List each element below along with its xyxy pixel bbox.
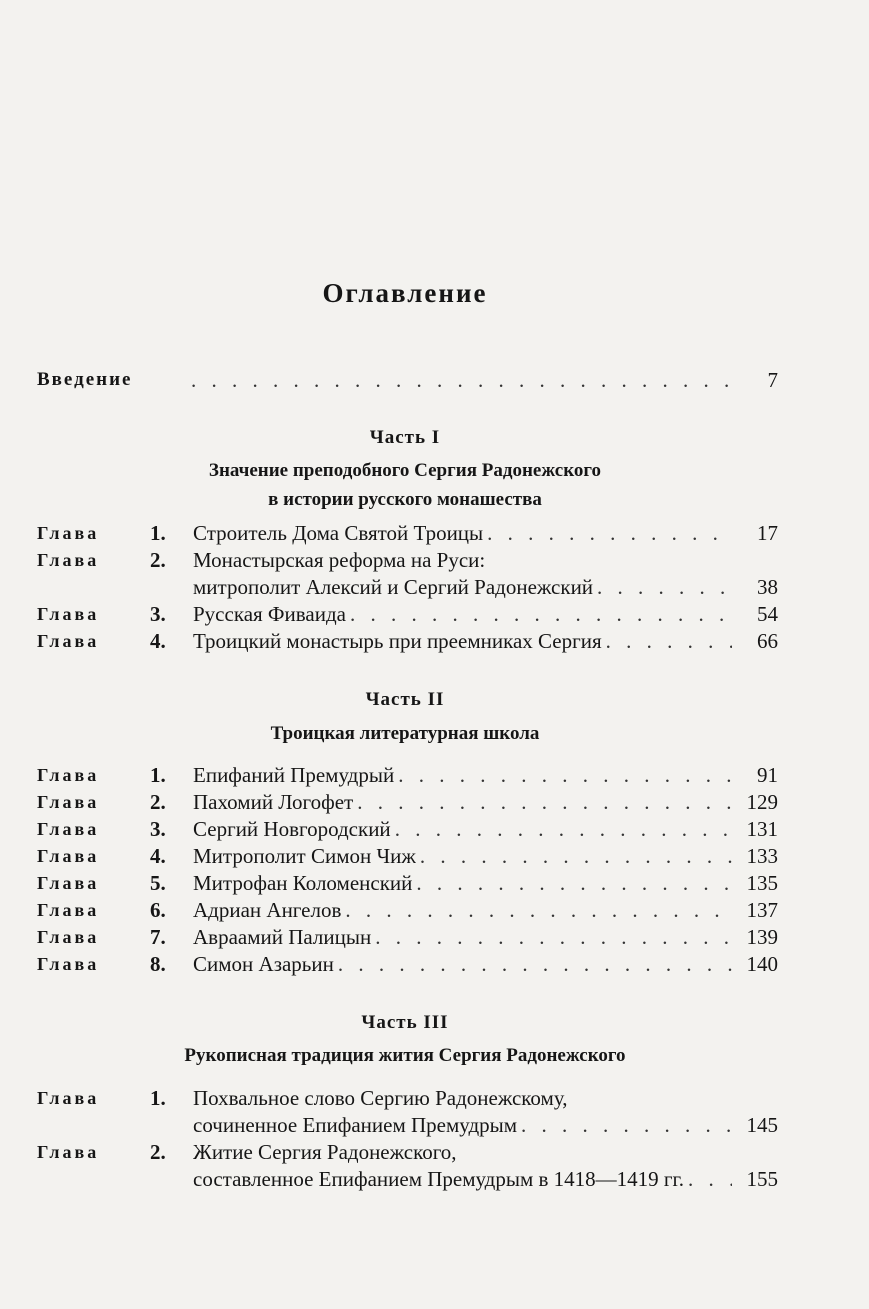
leader-dots <box>345 896 732 924</box>
chapter-label: Глава <box>37 927 100 947</box>
leader-dots <box>420 842 732 870</box>
page-number: 137 <box>746 898 778 922</box>
leader-dots <box>606 627 732 655</box>
leader-dots <box>398 761 732 789</box>
chapter-title: Монастырская реформа на Руси: <box>193 548 486 572</box>
leader-dots <box>350 600 732 628</box>
page-number: 155 <box>746 1167 778 1191</box>
chapter-label: Глава <box>37 550 100 570</box>
leader-dots <box>597 573 732 601</box>
page-number: 139 <box>746 925 778 949</box>
chapter-title: Похвальное слово Сергию Радонежскому, <box>193 1086 568 1110</box>
chapter-number: 4. <box>150 844 166 868</box>
page-number: 131 <box>746 817 778 841</box>
chapter-label: Глава <box>37 604 100 624</box>
chapter-number: 3. <box>150 817 166 841</box>
leader-dots <box>521 1111 732 1139</box>
part-3-label: Часть III <box>361 1012 449 1033</box>
chapter-title: Симон Азарьин <box>193 952 334 976</box>
chapter-title: Строитель Дома Святой Троицы <box>193 521 484 545</box>
part-1-label: Часть I <box>369 427 441 448</box>
chapter-number: 4. <box>150 629 166 653</box>
chapter-title-line2: сочиненное Епифанием Премудрым <box>193 1113 518 1137</box>
leader-dots <box>357 788 732 816</box>
chapter-title: Митрополит Симон Чиж <box>193 844 416 868</box>
chapter-label: Глава <box>37 631 100 651</box>
page-number: 135 <box>746 871 778 895</box>
leader-dots <box>375 923 732 951</box>
chapter-label: Глава <box>37 523 100 543</box>
chapter-label: Глава <box>37 846 100 866</box>
chapter-number: 5. <box>150 871 166 895</box>
page-number: 140 <box>746 952 778 976</box>
page-number: 7 <box>767 368 778 392</box>
chapter-label: Глава <box>37 900 100 920</box>
page-number: 17 <box>757 521 778 545</box>
leader-dots <box>191 366 732 394</box>
chapter-label: Глава <box>37 1088 100 1108</box>
part-2-heading: Троицкая литературная школа <box>270 723 540 744</box>
chapter-number: 7. <box>150 925 166 949</box>
chapter-label: Глава <box>37 1142 100 1162</box>
chapter-number: 6. <box>150 898 166 922</box>
page-title: Оглавление <box>322 278 488 308</box>
page-number: 129 <box>746 790 778 814</box>
chapter-number: 1. <box>150 521 166 545</box>
chapter-number: 1. <box>150 1086 166 1110</box>
page-number: 145 <box>746 1113 778 1137</box>
chapter-label: Глава <box>37 792 100 812</box>
chapter-title: Адриан Ангелов <box>193 898 342 922</box>
chapter-number: 8. <box>150 952 166 976</box>
chapter-title: Митрофан Коломенский <box>193 871 413 895</box>
chapter-number: 3. <box>150 602 166 626</box>
chapter-title: Троицкий монастырь при преемниках Сергия <box>193 629 602 653</box>
page-number: 91 <box>757 763 778 787</box>
leader-dots <box>416 869 732 897</box>
part-2-label: Часть II <box>365 689 445 710</box>
chapter-number: 1. <box>150 763 166 787</box>
part-1-heading: Значение преподобного Сергия Радонежского в истории русского монашества <box>208 460 602 510</box>
chapter-number: 2. <box>150 1140 166 1164</box>
leader-dots <box>688 1165 732 1193</box>
chapter-title: Житие Сергия Радонежского, <box>193 1140 457 1164</box>
chapter-label: Глава <box>37 954 100 974</box>
chapter-label: Глава <box>37 873 100 893</box>
chapter-title: Епифаний Премудрый <box>193 763 395 787</box>
part-3-heading: Рукописная традиция жития Сергия Радонежского <box>184 1045 626 1066</box>
page-number: 133 <box>746 844 778 868</box>
chapter-title-line2: составленное Епифанием Премудрым в 1418—1419 гг. <box>193 1167 685 1191</box>
introduction-label: Введение <box>37 369 133 390</box>
leader-dots <box>338 950 732 978</box>
chapter-title-line2: митрополит Алексий и Сергий Радонежский <box>193 575 594 599</box>
chapter-number: 2. <box>150 790 166 814</box>
chapter-number: 2. <box>150 548 166 572</box>
page-number: 38 <box>757 575 778 599</box>
chapter-title: Пахомий Логофет <box>193 790 354 814</box>
page-number: 66 <box>757 629 778 653</box>
chapter-label: Глава <box>37 765 100 785</box>
chapter-title: Сергий Новгородский <box>193 817 391 841</box>
leader-dots <box>487 519 732 547</box>
chapter-title: Авраамий Палицын <box>193 925 372 949</box>
chapter-label: Глава <box>37 819 100 839</box>
chapter-title: Русская Фиваида <box>193 602 346 626</box>
page-number: 54 <box>757 602 778 626</box>
leader-dots <box>395 815 732 843</box>
